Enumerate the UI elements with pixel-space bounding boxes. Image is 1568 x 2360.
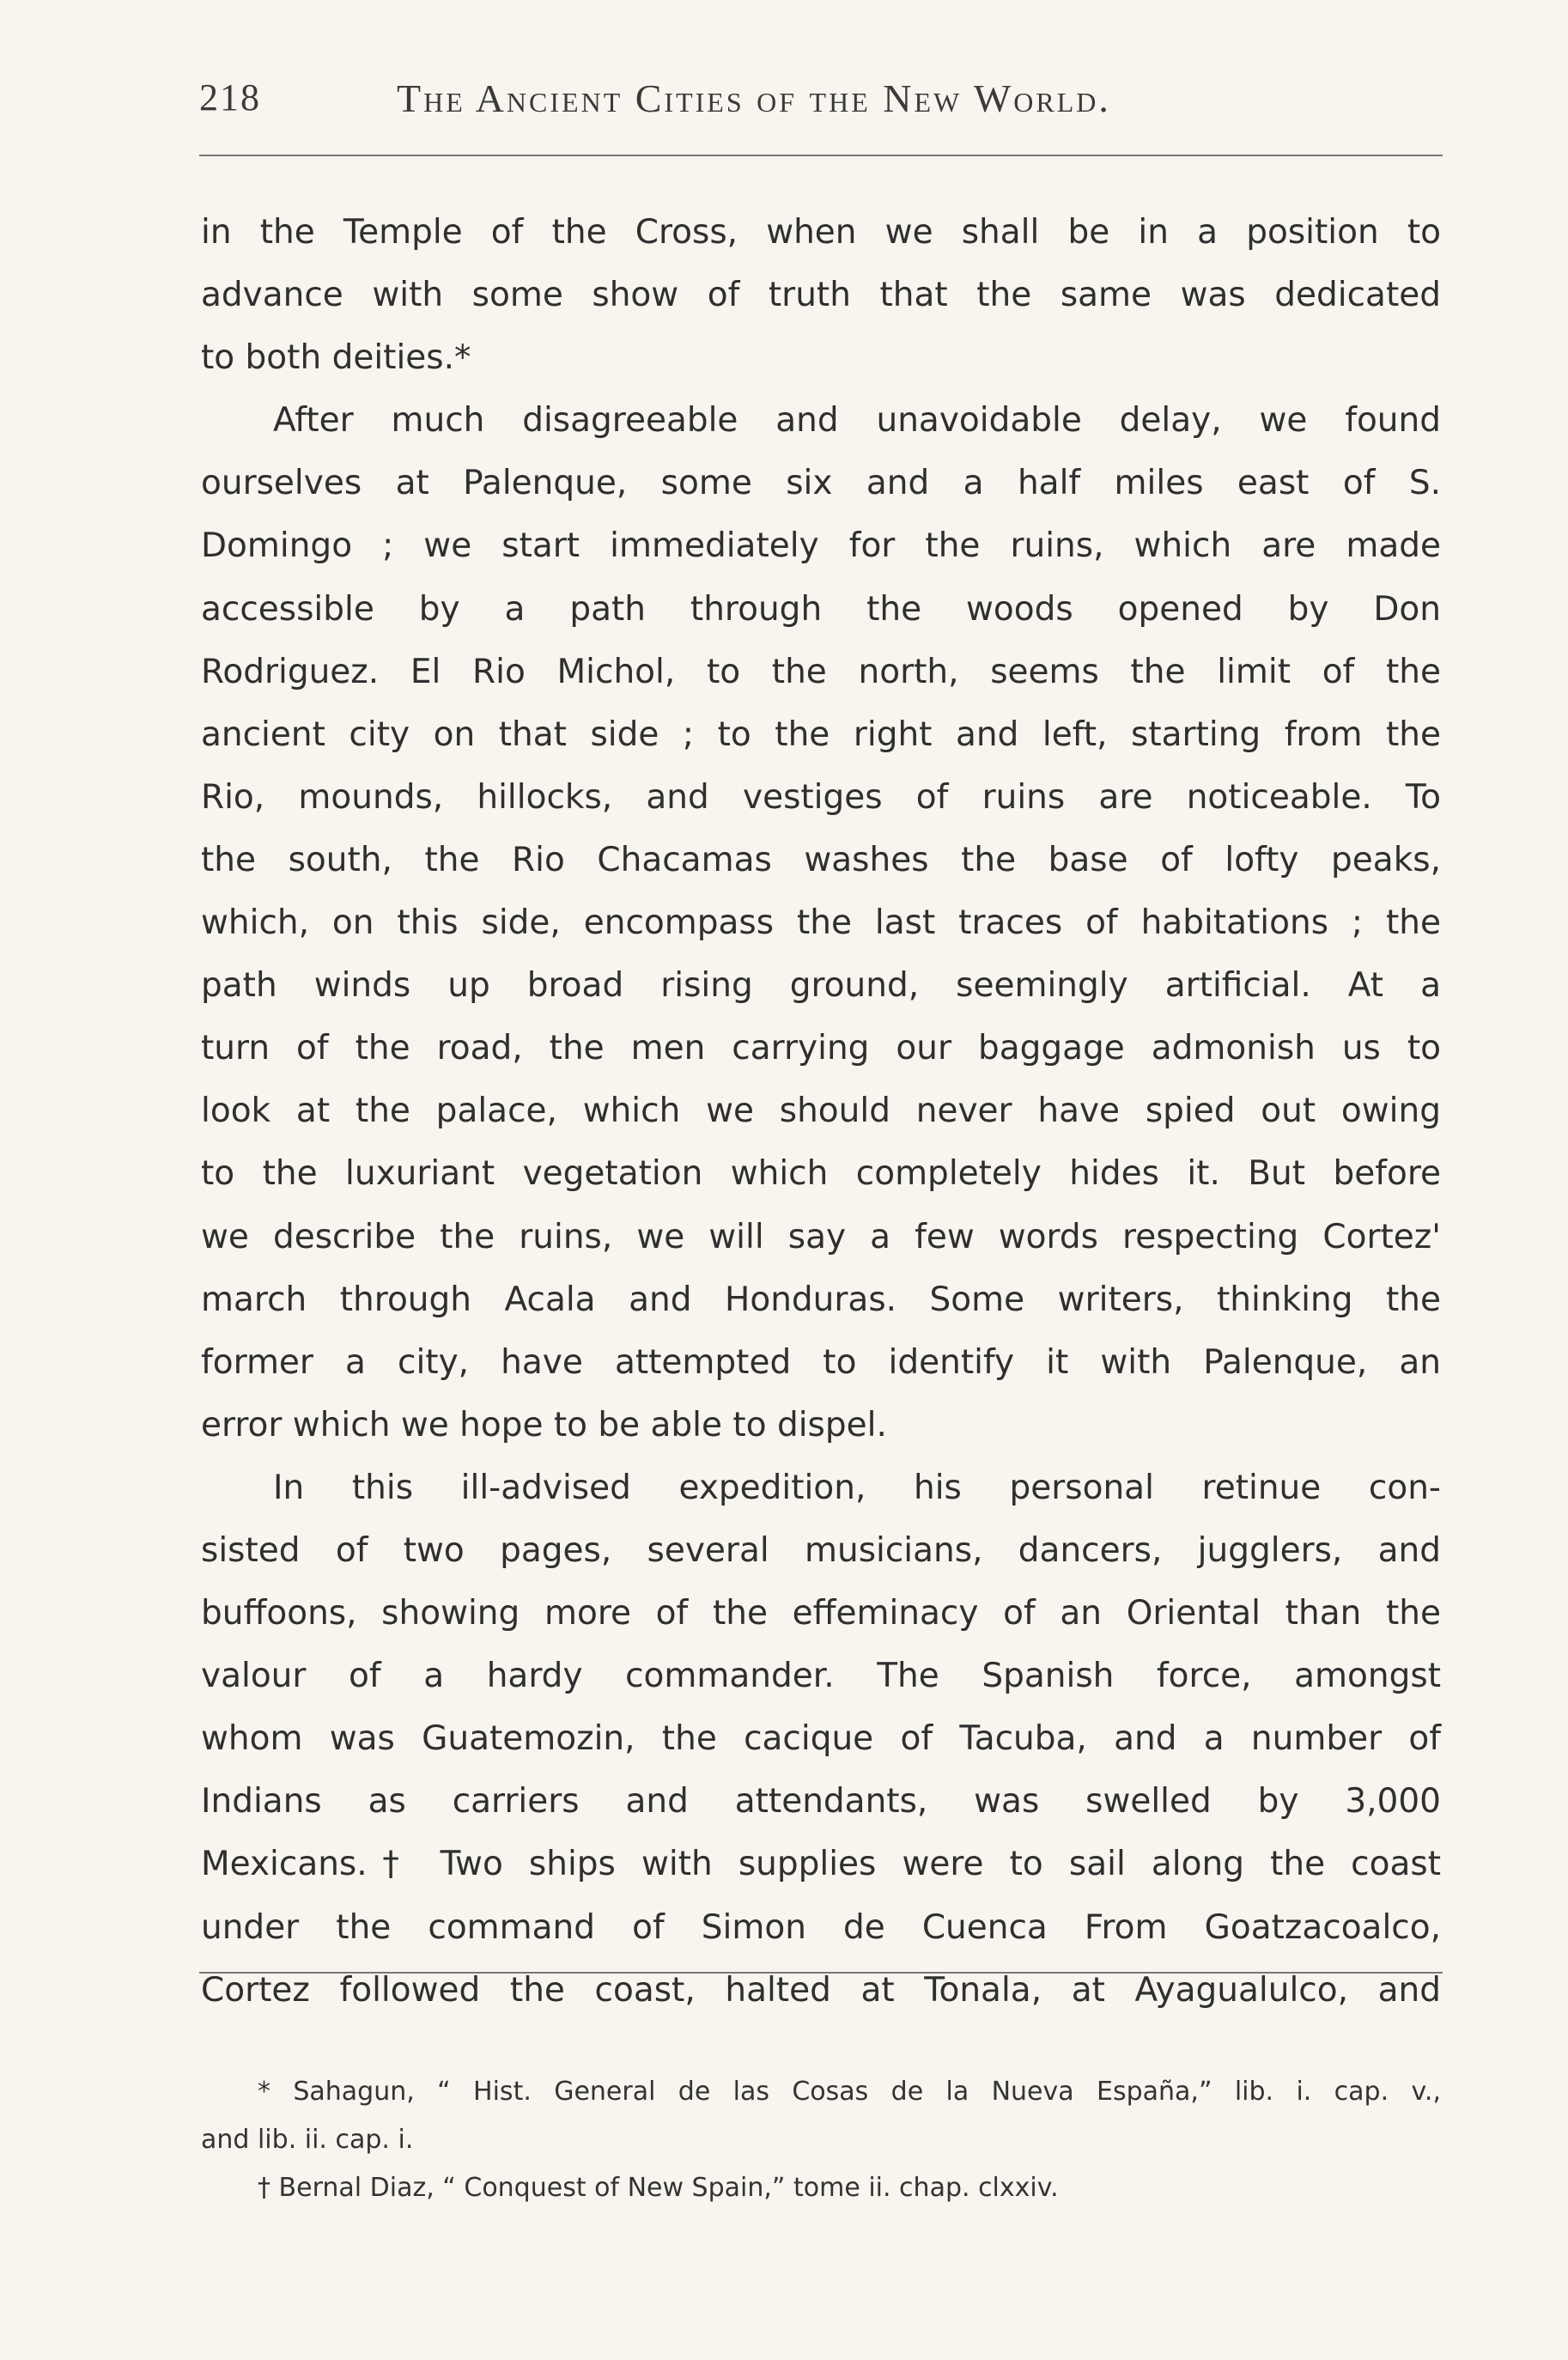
text-line: former a city, have attempted to identify it with Palenque, an: [201, 1342, 1441, 1382]
footnote-line: † Bernal Diaz, “ Conquest of New Spain,” tome ii. chap. clxxiv.: [258, 2173, 1059, 2203]
paragraph: [201, 389, 1441, 1457]
text-line: to both deities.*: [201, 338, 471, 378]
text-line: under the command of Simon de Cuenca From Goatzacoalco,: [201, 1907, 1441, 1947]
text-line: accessible by a path through the woods opened by Don: [201, 589, 1441, 629]
text-line: After much disagreeable and unavoidable delay, we found: [273, 401, 1441, 441]
header-rule: [199, 155, 1443, 156]
text-line: Indians as carriers and attendants, was swelled by 3,000: [201, 1782, 1441, 1822]
text-line: path winds up broad rising ground, seemingly artificial. At a: [201, 966, 1441, 1006]
text-line: Mexicans.† Two ships with supplies were to sail along the coast: [201, 1845, 1441, 1884]
text-line: ourselves at Palenque, some six and a half miles east of S.: [201, 464, 1441, 503]
page-number: 218: [199, 76, 261, 119]
text-line: Rio, mounds, hillocks, and vestiges of ruins are noticeable. To: [201, 777, 1441, 817]
text-line: Cortez followed the coast, halted at Tonala, at Ayagualulco, and: [201, 1970, 1441, 2010]
text-line: advance with some show of truth that the same was dedicated: [201, 276, 1441, 315]
running-title: The Ancient Cities of the New World.: [397, 76, 1111, 120]
text-line: look at the palace, which we should never have spied out owing: [201, 1092, 1441, 1131]
footnote-rule: [199, 1972, 1443, 1974]
text-line: buffoons, showing more of the effeminacy of an Oriental than the: [201, 1594, 1441, 1633]
body-text: [201, 201, 1441, 2022]
text-line: valour of a hardy commander. The Spanish force, amongst: [201, 1657, 1441, 1696]
text-line: error which we hope to be able to dispel.: [201, 1405, 887, 1445]
paragraph: [201, 1457, 1441, 2022]
footnote: [201, 2164, 1441, 2212]
paragraph: [201, 201, 1441, 389]
text-line: sisted of two pages, several musicians, dancers, jugglers, and: [201, 1530, 1441, 1570]
text-line: In this ill-advised expedition, his personal retinue con-: [273, 1468, 1441, 1507]
text-line: to the luxuriant vegetation which completely hides it. But before: [201, 1154, 1441, 1194]
text-line: turn of the road, the men carrying our baggage admonish us to: [201, 1029, 1441, 1068]
footnote: [201, 2068, 1441, 2164]
page-header: [199, 76, 1443, 127]
text-line: march through Acala and Honduras. Some writers, thinking the: [201, 1280, 1441, 1319]
text-line: Domingo ; we start immediately for the ruins, which are made: [201, 526, 1441, 566]
text-line: in the Temple of the Cross, when we shall be in a position to: [201, 213, 1441, 252]
text-line: we describe the ruins, we will say a few words respecting Cortez': [201, 1217, 1441, 1256]
text-line: Rodriguez. El Rio Michol, to the north, seems the limit of the: [201, 652, 1441, 691]
text-line: the south, the Rio Chacamas washes the base of lofty peaks,: [201, 840, 1441, 879]
text-line: which, on this side, encompass the last traces of habitations ; the: [201, 903, 1441, 943]
footnote-line: and lib. ii. cap. i.: [201, 2125, 414, 2155]
text-line: whom was Guatemozin, the cacique of Tacuba, and a number of: [201, 1719, 1441, 1759]
text-line: ancient city on that side ; to the right and left, starting from the: [201, 715, 1441, 754]
footnotes: [201, 2068, 1441, 2212]
footnote-line: * Sahagun, “ Hist. General de las Cosas de la Nueva España,” lib. i. cap. v.,: [258, 2077, 1441, 2107]
